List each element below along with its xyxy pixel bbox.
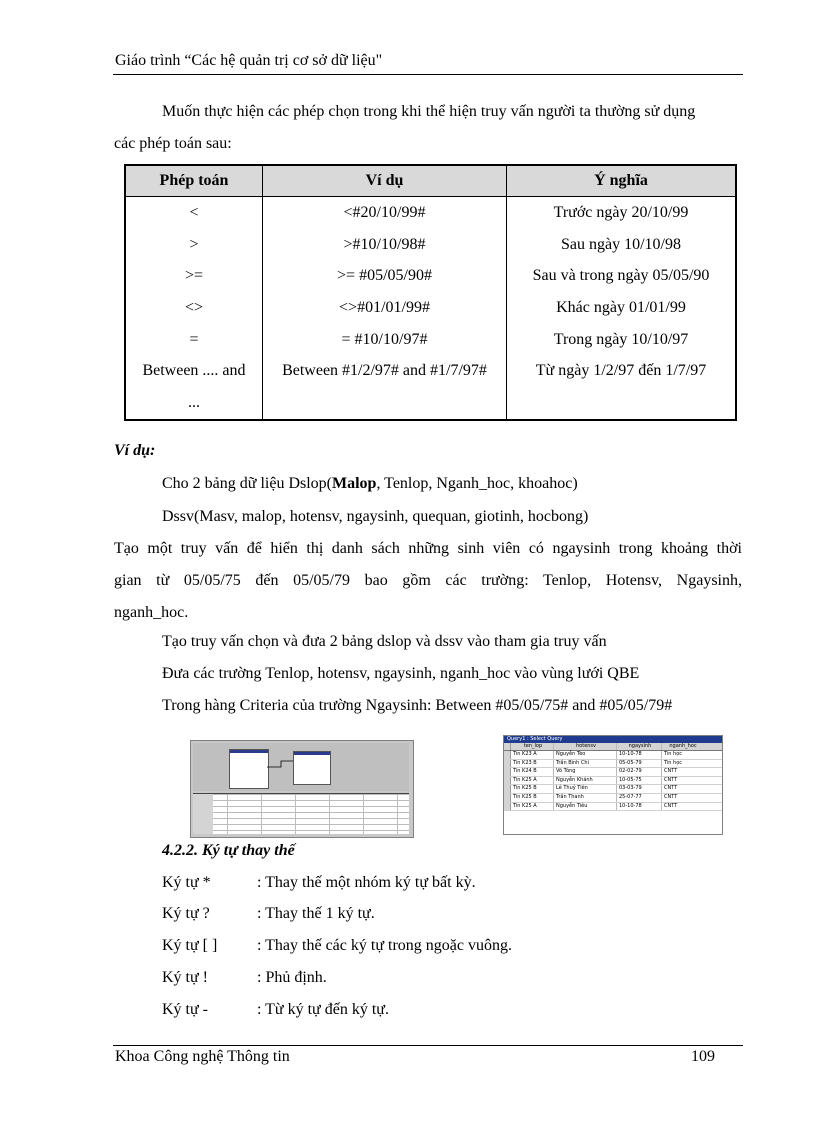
- query-design-screenshot: [190, 740, 414, 838]
- table-cell: Trong ngày 10/10/97: [507, 324, 737, 356]
- datasheet-row: [504, 794, 722, 803]
- table-row: [125, 387, 736, 420]
- wildcard-desc: : Phủ định.: [257, 969, 327, 986]
- example-dssv-line: Dssv(Masv, malop, hotensv, ngaysinh, quequan, giotinh, hocbong): [162, 508, 589, 525]
- table-row: [125, 197, 736, 229]
- intro-line-1: Muốn thực hiện các phép chọn trong khi thể hiện truy vấn người ta thường sử dụng: [162, 103, 696, 120]
- datasheet-row: [504, 803, 722, 812]
- footer-department: Khoa Công nghệ Thông tin: [115, 1048, 290, 1065]
- datasheet-cell: Lê Thuỷ Tiên: [554, 785, 617, 793]
- datasheet-cell: Tin K25 B: [511, 785, 554, 793]
- operators-table: [124, 164, 737, 421]
- datasheet-col-header: nganh_hoc: [669, 743, 697, 749]
- header-rule: [113, 74, 743, 75]
- datasheet-cell: Tin K23 A: [511, 751, 554, 759]
- datasheet-cell: Võ Tòng: [554, 768, 617, 776]
- datasheet-cell: Tin K25 A: [511, 803, 554, 811]
- intro-line-2: các phép toán sau:: [114, 135, 232, 152]
- datasheet-cell: Tin học: [664, 751, 683, 757]
- datasheet-cell: Tin K25 B: [511, 794, 554, 802]
- datasheet-cell: Nguyễn Khánh: [554, 777, 617, 785]
- datasheet-row: [504, 760, 722, 769]
- col-header-meaning: Ý nghĩa: [507, 165, 737, 197]
- table-cell: Từ ngày 1/2/97 đến 1/7/97: [507, 355, 737, 387]
- datasheet-screenshot: [503, 735, 723, 835]
- table-row: [125, 229, 736, 261]
- datasheet-cell: Tin K24 B: [511, 768, 554, 776]
- table-cell: >= #05/05/90#: [263, 260, 507, 292]
- table-row: [125, 324, 736, 356]
- wildcard-desc: : Thay thế 1 ký tự.: [257, 905, 375, 922]
- datasheet-row: [504, 768, 722, 777]
- page-number: 109: [691, 1048, 715, 1065]
- table-cell: [263, 387, 507, 420]
- step-line-3: Trong hàng Criteria của trường Ngaysinh: Between #05/05/75# and #05/05/79#: [162, 697, 673, 714]
- datasheet-col-header: hotensv: [554, 743, 617, 750]
- table-cell: >: [189, 235, 199, 253]
- datasheet-cell: 10-05-75: [617, 777, 662, 785]
- datasheet-col-header: ngaysinh: [617, 743, 662, 750]
- example-heading: Ví dụ:: [114, 442, 156, 459]
- section-heading: 4.2.2. Ký tự thay thế: [162, 842, 295, 859]
- col-header-operator: Phép toán: [125, 165, 263, 197]
- table-cell: >#10/10/98#: [263, 229, 507, 261]
- datasheet-cell: 25-07-77: [617, 794, 662, 802]
- datasheet-cell: Nguyễn Tiêu: [554, 803, 617, 811]
- datasheet-cell: Tin K23 B: [511, 760, 554, 768]
- datasheet-cell: Tin K25 A: [511, 777, 554, 785]
- table-row: [125, 260, 736, 292]
- datasheet-header-row: [504, 743, 722, 751]
- wildcard-desc: : Từ ký tự đến ký tự.: [257, 1001, 389, 1018]
- datasheet-cell: 03-03-79: [617, 785, 662, 793]
- example-tables-pre: Cho 2 bảng dữ liệu Dslop(: [162, 475, 332, 492]
- datasheet-row: [504, 777, 722, 786]
- wildcard-key: Ký tự -: [162, 1001, 208, 1018]
- step-line-2: Đưa các trường Tenlop, hotensv, ngaysinh, nganh_hoc vào vùng lưới QBE: [162, 665, 640, 682]
- datasheet-cell: Nguyễn Tèo: [554, 751, 617, 759]
- datasheet-cell: 10-10-78: [617, 803, 662, 811]
- wildcard-desc: : Thay thế các ký tự trong ngoặc vuông.: [257, 937, 512, 954]
- table-pane: [193, 743, 409, 791]
- table-cell: >=: [184, 267, 204, 285]
- table-row: [125, 355, 736, 387]
- table-cell: <: [189, 203, 199, 221]
- table-cell: Khác ngày 01/01/99: [507, 292, 737, 324]
- task-line-3: nganh_hoc.: [114, 604, 189, 621]
- table-cell: <>: [184, 298, 204, 316]
- datasheet-cell: CNTT: [664, 785, 678, 792]
- table-cell: [507, 387, 737, 420]
- join-line-icon: [193, 743, 409, 791]
- datasheet-cell: CNTT: [664, 802, 678, 809]
- datasheet-cell: CNTT: [664, 793, 678, 800]
- table-cell: Sau ngày 10/10/98: [507, 229, 737, 261]
- table-cell: <>#01/01/99#: [263, 292, 507, 324]
- datasheet-title: Query1 : Select Query: [504, 736, 722, 743]
- datasheet-cell: Tin học: [664, 759, 683, 766]
- wildcard-desc: : Thay thế một nhóm ký tự bất kỳ.: [257, 874, 476, 891]
- col-header-example: Ví dụ: [263, 165, 507, 197]
- table-cell: ...: [188, 393, 200, 411]
- table-cell: = #10/10/97#: [263, 324, 507, 356]
- task-line-1: Tạo một truy vấn để hiển thị danh sách những sinh viên có ngaysinh trong khoảng thời: [114, 540, 742, 557]
- table-cell: Sau và trong ngày 05/05/90: [507, 260, 737, 292]
- datasheet-cell: Trần Thanh: [554, 794, 617, 802]
- table-cell: Between #1/2/97# and #1/7/97#: [263, 355, 507, 387]
- wildcard-key: Ký tự ?: [162, 905, 210, 922]
- datasheet-col-header: ten_lop: [511, 743, 554, 750]
- datasheet-cell: 10-10-78: [617, 751, 662, 759]
- datasheet-cell: CNTT: [664, 768, 678, 775]
- datasheet-cell: 02-02-79: [617, 768, 662, 776]
- page-header-title: Giáo trình “Các hệ quản trị cơ sở dữ liệu": [115, 52, 383, 69]
- datasheet-cell: Trần Bình Chi: [554, 760, 617, 768]
- table-cell: <#20/10/99#: [263, 197, 507, 229]
- datasheet-row: [504, 751, 722, 760]
- example-tables-key: Malop: [332, 475, 377, 492]
- table-cell: Between .... and: [142, 362, 246, 380]
- wildcard-key: Ký tự *: [162, 874, 211, 891]
- datasheet-row: [504, 785, 722, 794]
- qbe-row-labels: [193, 794, 213, 834]
- wildcard-key: Ký tự [ ]: [162, 937, 218, 954]
- task-line-2: gian từ 05/05/75 đến 05/05/79 bao gồm các trường: Tenlop, Hotensv, Ngaysinh,: [114, 572, 742, 589]
- qbe-grid: [193, 793, 409, 834]
- step-line-1: Tạo truy vấn chọn và đưa 2 bảng dslop và dssv vào tham gia truy vấn: [162, 633, 607, 650]
- table-header-row: [125, 165, 736, 197]
- example-tables-line: [162, 474, 578, 494]
- table-cell: =: [189, 330, 199, 348]
- example-tables-post: , Tenlop, Nganh_hoc, khoahoc): [376, 475, 578, 492]
- datasheet-cell: CNTT: [664, 776, 678, 783]
- wildcard-key: Ký tự !: [162, 969, 208, 986]
- datasheet-cell: 05-05-79: [617, 760, 662, 768]
- table-cell: Trước ngày 20/10/99: [507, 197, 737, 229]
- table-row: [125, 292, 736, 324]
- footer-rule: [113, 1045, 743, 1046]
